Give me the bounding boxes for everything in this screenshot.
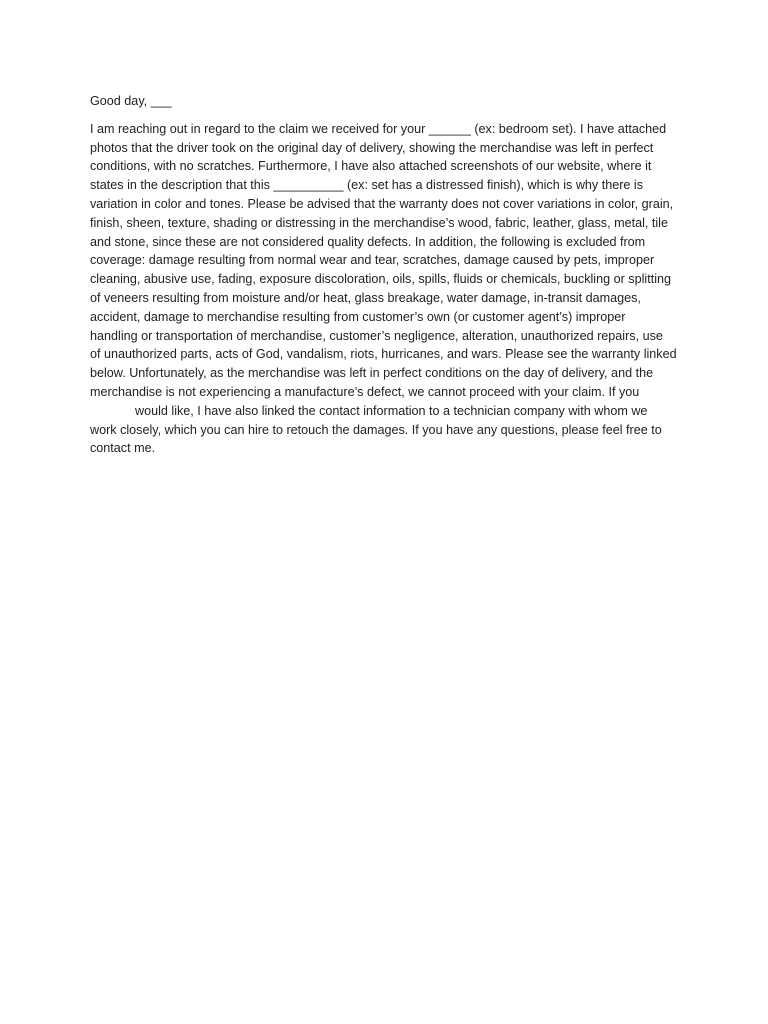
paragraph-line: of unauthorized parts, acts of God, vandalism, riots, hurricanes, and wars. Please see the warranty linked [90,347,677,362]
paragraph-line: contact me. [90,441,156,456]
paragraph-line: below. Unfortunately, as the merchandise was left in perfect conditions on the day of delivery, and the [90,366,654,381]
paragraph-line: of veneers resulting from moisture and/or heat, glass breakage, water damage, in-transit damages, [90,290,641,305]
paragraph-line: merchandise is not experiencing a manufacture’s defect, we cannot proceed with your claim. If you [90,384,640,399]
greeting-line: Good day, ___ [90,94,172,108]
paragraph-line: finish, sheen, texture, shading or distressing in the merchandise’s wood, fabric, leather, glass, metal, tile [90,215,668,230]
paragraph-line: work closely, which you can hire to retouch the damages. If you have any questions, please feel free to [90,422,662,437]
paragraph-line: coverage: damage resulting from normal wear and tear, scratches, damage caused by pets, improper [90,253,655,268]
paragraph-line: I am reaching out in regard to the claim we received for your ______ (ex: bedroom set). I have attached [90,121,667,136]
paragraph-line: accident, damage to merchandise resulting from customer’s own (or customer agent’s) improper [90,309,626,324]
body-paragraph [90,120,680,458]
paragraph-line: conditions, with no scratches. Furthermore, I have also attached screenshots of our website, where it [90,159,652,174]
paragraph-line: cleaning, abusive use, fading, exposure discoloration, oils, spills, fluids or chemicals, buckling or splitting [90,272,672,287]
letter-body [90,92,680,458]
paragraph-line: would like, I have also linked the contact information to a technician company with whom we [135,403,648,418]
paragraph-line: handling or transportation of merchandise, customer’s negligence, alteration, unauthorized repairs, use [90,328,663,343]
paragraph-line: states in the description that this __________ (ex: set has a distressed finish), which is why there is [90,178,644,193]
paragraph-line: and stone, since these are not considered quality defects. In addition, the following is excluded from [90,234,646,249]
paragraph-line: variation in color and tones. Please be advised that the warranty does not cover variations in color, grain, [90,196,674,211]
paragraph-line: photos that the driver took on the original day of delivery, showing the merchandise was left in perfect [90,140,654,155]
